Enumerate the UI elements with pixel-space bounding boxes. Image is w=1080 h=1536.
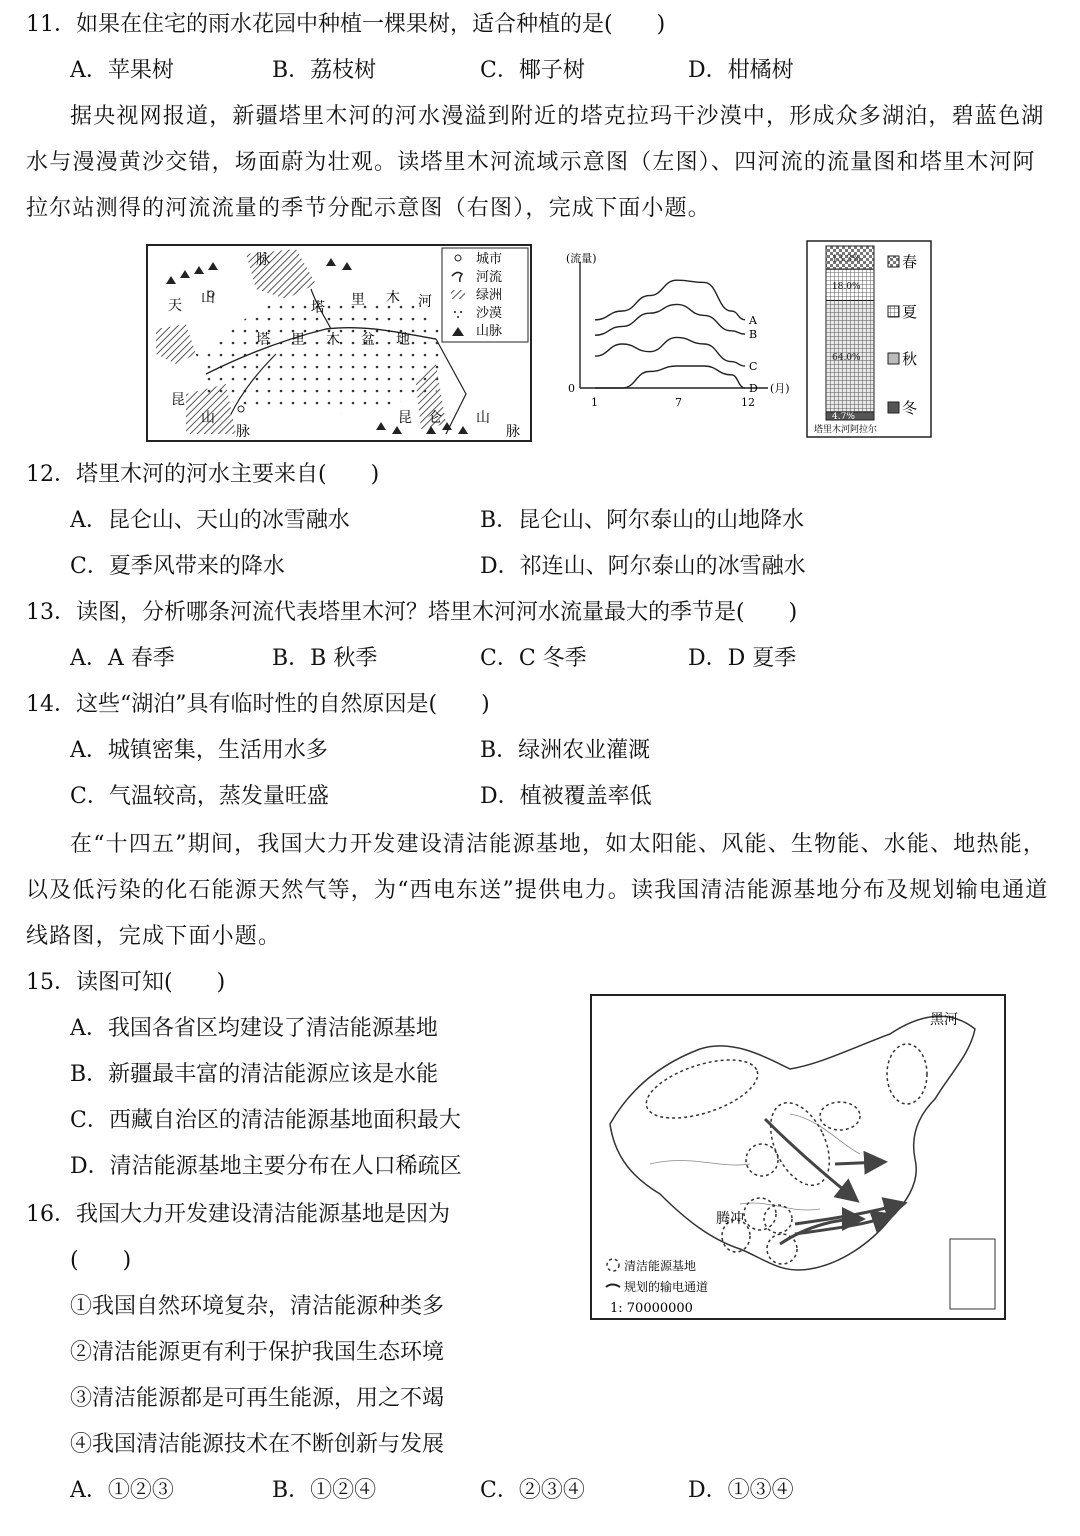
series-line-B xyxy=(595,304,745,335)
series-label-A: A xyxy=(749,313,757,327)
q11-option-d: D．柑橘树 xyxy=(688,58,794,83)
x-tick-7: 7 xyxy=(675,396,682,409)
q11-option-a: A．苹果树 xyxy=(70,58,174,83)
map1-lun2: 仑 xyxy=(428,410,442,426)
intro2-line2: 以及低污染的化石能源天然气等，为“西电东送”提供电力。读我国清洁能源基地分布及规划输电通道 xyxy=(26,878,1049,903)
map1-legend-city: 城市 xyxy=(476,252,503,267)
q11-option-b: B．荔枝树 xyxy=(272,58,377,83)
origin-label: 0 xyxy=(568,382,575,395)
q12-option-c: C．夏季风带来的降水 xyxy=(70,554,285,579)
legend-swatch-winter xyxy=(888,402,899,413)
clean-energy-map xyxy=(590,994,1006,1320)
map1-li: 里 xyxy=(351,292,365,308)
map1-shan: 山 xyxy=(201,290,215,306)
bar-label-秋: 64.0% xyxy=(832,353,861,364)
q12-option-a: A．昆仑山、天山的冰雪融水 xyxy=(70,508,350,533)
legend-autumn: 秋 xyxy=(902,350,918,368)
q13-option-c: C．C 冬季 xyxy=(480,646,587,671)
q13-option-d: D．D 夏季 xyxy=(688,646,797,671)
map1-kun: 昆 xyxy=(171,392,185,408)
q15-option-a: A．我国各省区均建设了清洁能源基地 xyxy=(70,1016,438,1041)
q16-statement-1: ①我国自然环境复杂，清洁能源种类多 xyxy=(70,1294,445,1319)
map1-legend-desert: 沙漠 xyxy=(476,306,503,321)
q11-stem: 11．如果在住宅的雨水花园中种植一棵果树，适合种植的是( ) xyxy=(26,12,666,37)
q16-statement-2: ②清洁能源更有利于保护我国生态环境 xyxy=(70,1340,445,1365)
intro1-line1: 据央视网报道，新疆塔里木河的河水漫溢到附近的塔克拉玛干沙漠中，形成众多湖泊，碧蓝色湖 xyxy=(70,104,1045,129)
q14-option-a: A．城镇密集，生活用水多 xyxy=(70,738,328,763)
series-label-C: C xyxy=(749,360,758,373)
map2-heihe: 黑河 xyxy=(930,1012,958,1028)
q11-option-c: C．椰子树 xyxy=(480,58,585,83)
legend-summer: 夏 xyxy=(902,303,918,321)
map1-mu: 木 xyxy=(386,290,400,306)
q15-option-b: B．新疆最丰富的清洁能源应该是水能 xyxy=(70,1062,439,1087)
q14-option-b: B．绿洲农业灌溉 xyxy=(480,738,651,763)
map1-legend-oasis: 绿洲 xyxy=(476,288,503,303)
q15-option-c: C．西藏自治区的清洁能源基地面积最大 xyxy=(70,1108,461,1133)
legend-swatch-summer xyxy=(888,306,899,317)
q16-option-b: B．①②④ xyxy=(272,1478,377,1503)
map2-legend-line: 规划的输电通道 xyxy=(624,1280,709,1294)
river-flow-chart xyxy=(560,248,790,416)
q16-statement-4: ④我国清洁能源技术在不断创新与发展 xyxy=(70,1432,445,1457)
q12-option-d: D．祁连山、阿尔泰山的冰雪融水 xyxy=(480,554,806,579)
map1-mai: 脉 xyxy=(256,252,270,268)
intro2-line3: 线路图，完成下面小题。 xyxy=(26,924,282,949)
intro1-line3: 拉尔站测得的河流流量的季节分配示意图（右图），完成下面小题。 xyxy=(26,196,712,221)
q16-statement-3: ③清洁能源都是可再生能源，用之不竭 xyxy=(70,1386,445,1411)
map1-basin-1: 塔 xyxy=(256,332,270,348)
q16-option-c: C．②③④ xyxy=(480,1478,585,1503)
q14-option-c: C．气温较高，蒸发量旺盛 xyxy=(70,784,329,809)
q14-option-d: D．植被覆盖率低 xyxy=(480,784,652,809)
q15-stem: 15．读图可知( ) xyxy=(26,970,226,995)
map1-shan2: 山 xyxy=(201,410,215,426)
map1-legend-mountain: 山脉 xyxy=(476,324,503,339)
seasonal-distribution-chart xyxy=(806,240,932,438)
q12-stem: 12．塔里木河的河水主要来自( ) xyxy=(26,462,380,487)
map1-legend-river: 河流 xyxy=(476,270,503,285)
series-line-D xyxy=(595,366,745,388)
map1-shan3: 山 xyxy=(476,410,490,426)
legend-spring: 春 xyxy=(902,253,918,271)
map1-basin-4: 盆 xyxy=(361,332,375,348)
x-tick-12: 12 xyxy=(741,396,755,409)
q15-option-d: D．清洁能源基地主要分布在人口稀疏区 xyxy=(70,1154,462,1179)
map1-kun2: 昆 xyxy=(398,410,412,426)
map2-scale: 1: 70000000 xyxy=(610,1301,693,1316)
bar-label-夏: 18.0% xyxy=(832,281,861,292)
series-label-D: D xyxy=(749,382,758,395)
series-line-A xyxy=(595,280,745,320)
x-axis-label: (月) xyxy=(770,382,790,395)
map2-tengchong: 腾冲 xyxy=(716,1211,744,1227)
tarim-basin-map xyxy=(146,244,532,442)
map1-basin-2: 里 xyxy=(291,332,305,348)
legend-winter: 冬 xyxy=(902,399,918,417)
map1-mai3: 脉 xyxy=(506,424,520,440)
map1-basin-3: 木 xyxy=(326,332,340,348)
q16-paren: ( ) xyxy=(70,1248,132,1273)
y-axis-label: (流量) xyxy=(566,252,597,265)
legend-swatch-spring xyxy=(888,256,899,267)
series-label-B: B xyxy=(749,328,758,342)
x-tick-1: 1 xyxy=(591,396,598,409)
map1-basin-5: 地 xyxy=(396,332,410,348)
legend-swatch-autumn xyxy=(888,353,899,364)
bar-label-冬: 4.7% xyxy=(832,412,855,422)
map2-legend-base: 清洁能源基地 xyxy=(624,1259,697,1273)
q16-option-a: A．①②③ xyxy=(70,1478,174,1503)
q14-stem: 14．这些“湖泊”具有临时性的自然原因是( ) xyxy=(26,692,490,717)
map1-he: 河 xyxy=(418,294,432,310)
map1-tian: 天 xyxy=(168,298,182,314)
q16-option-d: D．①③④ xyxy=(688,1478,794,1503)
intro1-line2: 水与漫漫黄沙交错，场面蔚为壮观。读塔里木河流域示意图（左图）、四河流的流量图和塔里木河阿 xyxy=(26,150,1036,175)
map1-mai2: 脉 xyxy=(236,424,250,440)
q16-stem: 16．我国大力开发建设清洁能源基地是因为 xyxy=(26,1202,450,1227)
map1-tali: 塔 xyxy=(311,300,325,316)
bar-chart-title: 塔里木河阿拉尔 xyxy=(814,425,878,435)
q13-option-a: A．A 春季 xyxy=(70,646,175,671)
bar-label-春: 13.3% xyxy=(832,254,861,265)
q12-option-b: B．昆仑山、阿尔泰山的山地降水 xyxy=(480,508,805,533)
series-line-C xyxy=(595,337,745,366)
q13-stem: 13．读图，分析哪条河流代表塔里木河？塔里木河河水流量最大的季节是( ) xyxy=(26,600,798,625)
intro2-line1: 在“十四五”期间，我国大力开发建设清洁能源基地，如太阳能、风能、生物能、水能、地热能， xyxy=(70,832,1047,857)
q13-option-b: B．B 秋季 xyxy=(272,646,378,671)
